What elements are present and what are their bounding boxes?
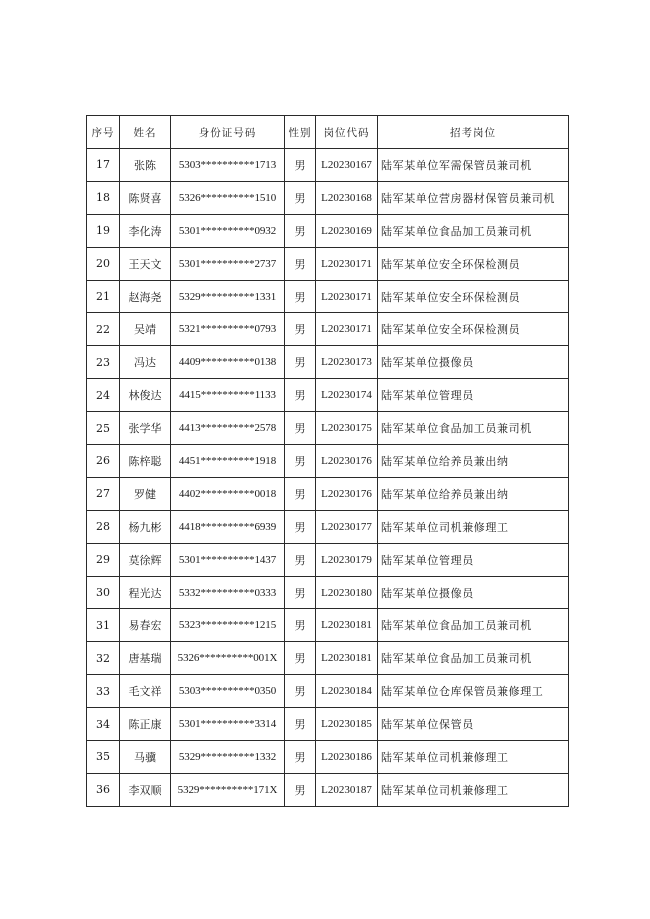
cell-post: 陆军某单位司机兼修理工	[378, 773, 569, 806]
cell-id: 5326**********001X	[171, 642, 285, 675]
cell-id: 4415**********1133	[171, 379, 285, 412]
cell-id: 5329**********1331	[171, 280, 285, 313]
cell-sex: 男	[285, 247, 316, 280]
cell-post: 陆军某单位食品加工员兼司机	[378, 214, 569, 247]
header-post: 招考岗位	[378, 116, 569, 149]
cell-no: 17	[87, 149, 120, 182]
cell-sex: 男	[285, 510, 316, 543]
cell-id: 4402**********0018	[171, 477, 285, 510]
cell-sex: 男	[285, 149, 316, 182]
cell-name: 冯达	[120, 346, 171, 379]
cell-sex: 男	[285, 181, 316, 214]
cell-post: 陆军某单位给养员兼出纳	[378, 445, 569, 478]
cell-id: 5332**********0333	[171, 576, 285, 609]
cell-id: 5321**********0793	[171, 313, 285, 346]
table-row	[87, 675, 569, 708]
header-code: 岗位代码	[316, 116, 378, 149]
cell-sex: 男	[285, 741, 316, 774]
cell-no: 20	[87, 247, 120, 280]
cell-no: 31	[87, 609, 120, 642]
cell-name: 陈正康	[120, 708, 171, 741]
cell-id: 5303**********1713	[171, 149, 285, 182]
cell-no: 24	[87, 379, 120, 412]
table-row	[87, 642, 569, 675]
cell-post: 陆军某单位食品加工员兼司机	[378, 609, 569, 642]
cell-name: 毛文祥	[120, 675, 171, 708]
cell-sex: 男	[285, 576, 316, 609]
table-row	[87, 576, 569, 609]
cell-no: 36	[87, 773, 120, 806]
table-header-row	[87, 116, 569, 149]
cell-code: L20230187	[316, 773, 378, 806]
cell-no: 26	[87, 445, 120, 478]
cell-id: 5323**********1215	[171, 609, 285, 642]
cell-code: L20230176	[316, 445, 378, 478]
table-row	[87, 445, 569, 478]
cell-post: 陆军某单位管理员	[378, 543, 569, 576]
table-row	[87, 214, 569, 247]
cell-id: 5303**********0350	[171, 675, 285, 708]
table-row	[87, 741, 569, 774]
cell-sex: 男	[285, 280, 316, 313]
cell-code: L20230168	[316, 181, 378, 214]
cell-code: L20230169	[316, 214, 378, 247]
cell-code: L20230167	[316, 149, 378, 182]
cell-post: 陆军某单位司机兼修理工	[378, 510, 569, 543]
table-row	[87, 412, 569, 445]
cell-post: 陆军某单位军需保管员兼司机	[378, 149, 569, 182]
cell-id: 4451**********1918	[171, 445, 285, 478]
cell-name: 易春宏	[120, 609, 171, 642]
cell-post: 陆军某单位保管员	[378, 708, 569, 741]
cell-sex: 男	[285, 313, 316, 346]
cell-post: 陆军某单位管理员	[378, 379, 569, 412]
cell-id: 4409**********0138	[171, 346, 285, 379]
cell-no: 25	[87, 412, 120, 445]
cell-code: L20230185	[316, 708, 378, 741]
cell-sex: 男	[285, 214, 316, 247]
cell-no: 28	[87, 510, 120, 543]
cell-name: 张陈	[120, 149, 171, 182]
cell-name: 程光达	[120, 576, 171, 609]
cell-no: 33	[87, 675, 120, 708]
cell-id: 5301**********0932	[171, 214, 285, 247]
cell-name: 罗健	[120, 477, 171, 510]
cell-no: 30	[87, 576, 120, 609]
cell-name: 莫徐辉	[120, 543, 171, 576]
cell-name: 陈梓聪	[120, 445, 171, 478]
table-row	[87, 181, 569, 214]
table-row	[87, 708, 569, 741]
cell-post: 陆军某单位司机兼修理工	[378, 741, 569, 774]
cell-id: 4418**********6939	[171, 510, 285, 543]
cell-name: 张学华	[120, 412, 171, 445]
cell-id: 4413**********2578	[171, 412, 285, 445]
cell-sex: 男	[285, 708, 316, 741]
cell-post: 陆军某单位摄像员	[378, 576, 569, 609]
cell-code: L20230173	[316, 346, 378, 379]
cell-name: 杨九彬	[120, 510, 171, 543]
cell-code: L20230180	[316, 576, 378, 609]
cell-no: 35	[87, 741, 120, 774]
cell-name: 陈贤喜	[120, 181, 171, 214]
table-row	[87, 543, 569, 576]
cell-id: 5329**********1332	[171, 741, 285, 774]
table-row	[87, 149, 569, 182]
table-row	[87, 280, 569, 313]
cell-code: L20230176	[316, 477, 378, 510]
table-row	[87, 510, 569, 543]
candidate-table	[86, 115, 569, 807]
cell-code: L20230186	[316, 741, 378, 774]
cell-id: 5301**********1437	[171, 543, 285, 576]
cell-code: L20230175	[316, 412, 378, 445]
cell-sex: 男	[285, 477, 316, 510]
header-no: 序号	[87, 116, 120, 149]
header-id: 身份证号码	[171, 116, 285, 149]
cell-code: L20230177	[316, 510, 378, 543]
table-row	[87, 609, 569, 642]
cell-no: 19	[87, 214, 120, 247]
cell-name: 马骥	[120, 741, 171, 774]
cell-post: 陆军某单位食品加工员兼司机	[378, 412, 569, 445]
cell-name: 林俊达	[120, 379, 171, 412]
cell-name: 王天文	[120, 247, 171, 280]
cell-id: 5326**********1510	[171, 181, 285, 214]
table-row	[87, 773, 569, 806]
cell-code: L20230171	[316, 247, 378, 280]
cell-post: 陆军某单位摄像员	[378, 346, 569, 379]
cell-name: 唐基瑞	[120, 642, 171, 675]
cell-sex: 男	[285, 445, 316, 478]
cell-sex: 男	[285, 642, 316, 675]
cell-post: 陆军某单位安全环保检测员	[378, 247, 569, 280]
table-row	[87, 313, 569, 346]
cell-sex: 男	[285, 379, 316, 412]
header-name: 姓名	[120, 116, 171, 149]
cell-post: 陆军某单位仓库保管员兼修理工	[378, 675, 569, 708]
cell-code: L20230179	[316, 543, 378, 576]
cell-no: 23	[87, 346, 120, 379]
table-row	[87, 477, 569, 510]
cell-sex: 男	[285, 609, 316, 642]
table-row	[87, 346, 569, 379]
cell-no: 22	[87, 313, 120, 346]
header-sex: 性别	[285, 116, 316, 149]
cell-code: L20230181	[316, 609, 378, 642]
cell-id: 5301**********3314	[171, 708, 285, 741]
cell-no: 27	[87, 477, 120, 510]
cell-code: L20230181	[316, 642, 378, 675]
cell-sex: 男	[285, 675, 316, 708]
cell-sex: 男	[285, 773, 316, 806]
cell-name: 李双顺	[120, 773, 171, 806]
cell-code: L20230184	[316, 675, 378, 708]
cell-sex: 男	[285, 412, 316, 445]
table-row	[87, 379, 569, 412]
cell-post: 陆军某单位安全环保检测员	[378, 280, 569, 313]
cell-post: 陆军某单位食品加工员兼司机	[378, 642, 569, 675]
cell-code: L20230174	[316, 379, 378, 412]
cell-sex: 男	[285, 543, 316, 576]
cell-code: L20230171	[316, 313, 378, 346]
cell-code: L20230171	[316, 280, 378, 313]
cell-sex: 男	[285, 346, 316, 379]
cell-post: 陆军某单位营房器材保管员兼司机	[378, 181, 569, 214]
cell-name: 李化涛	[120, 214, 171, 247]
cell-no: 21	[87, 280, 120, 313]
cell-name: 吴靖	[120, 313, 171, 346]
cell-no: 32	[87, 642, 120, 675]
cell-name: 赵海尧	[120, 280, 171, 313]
cell-id: 5301**********2737	[171, 247, 285, 280]
cell-id: 5329**********171X	[171, 773, 285, 806]
cell-post: 陆军某单位安全环保检测员	[378, 313, 569, 346]
table-row	[87, 247, 569, 280]
cell-no: 34	[87, 708, 120, 741]
cell-post: 陆军某单位给养员兼出纳	[378, 477, 569, 510]
cell-no: 18	[87, 181, 120, 214]
cell-no: 29	[87, 543, 120, 576]
